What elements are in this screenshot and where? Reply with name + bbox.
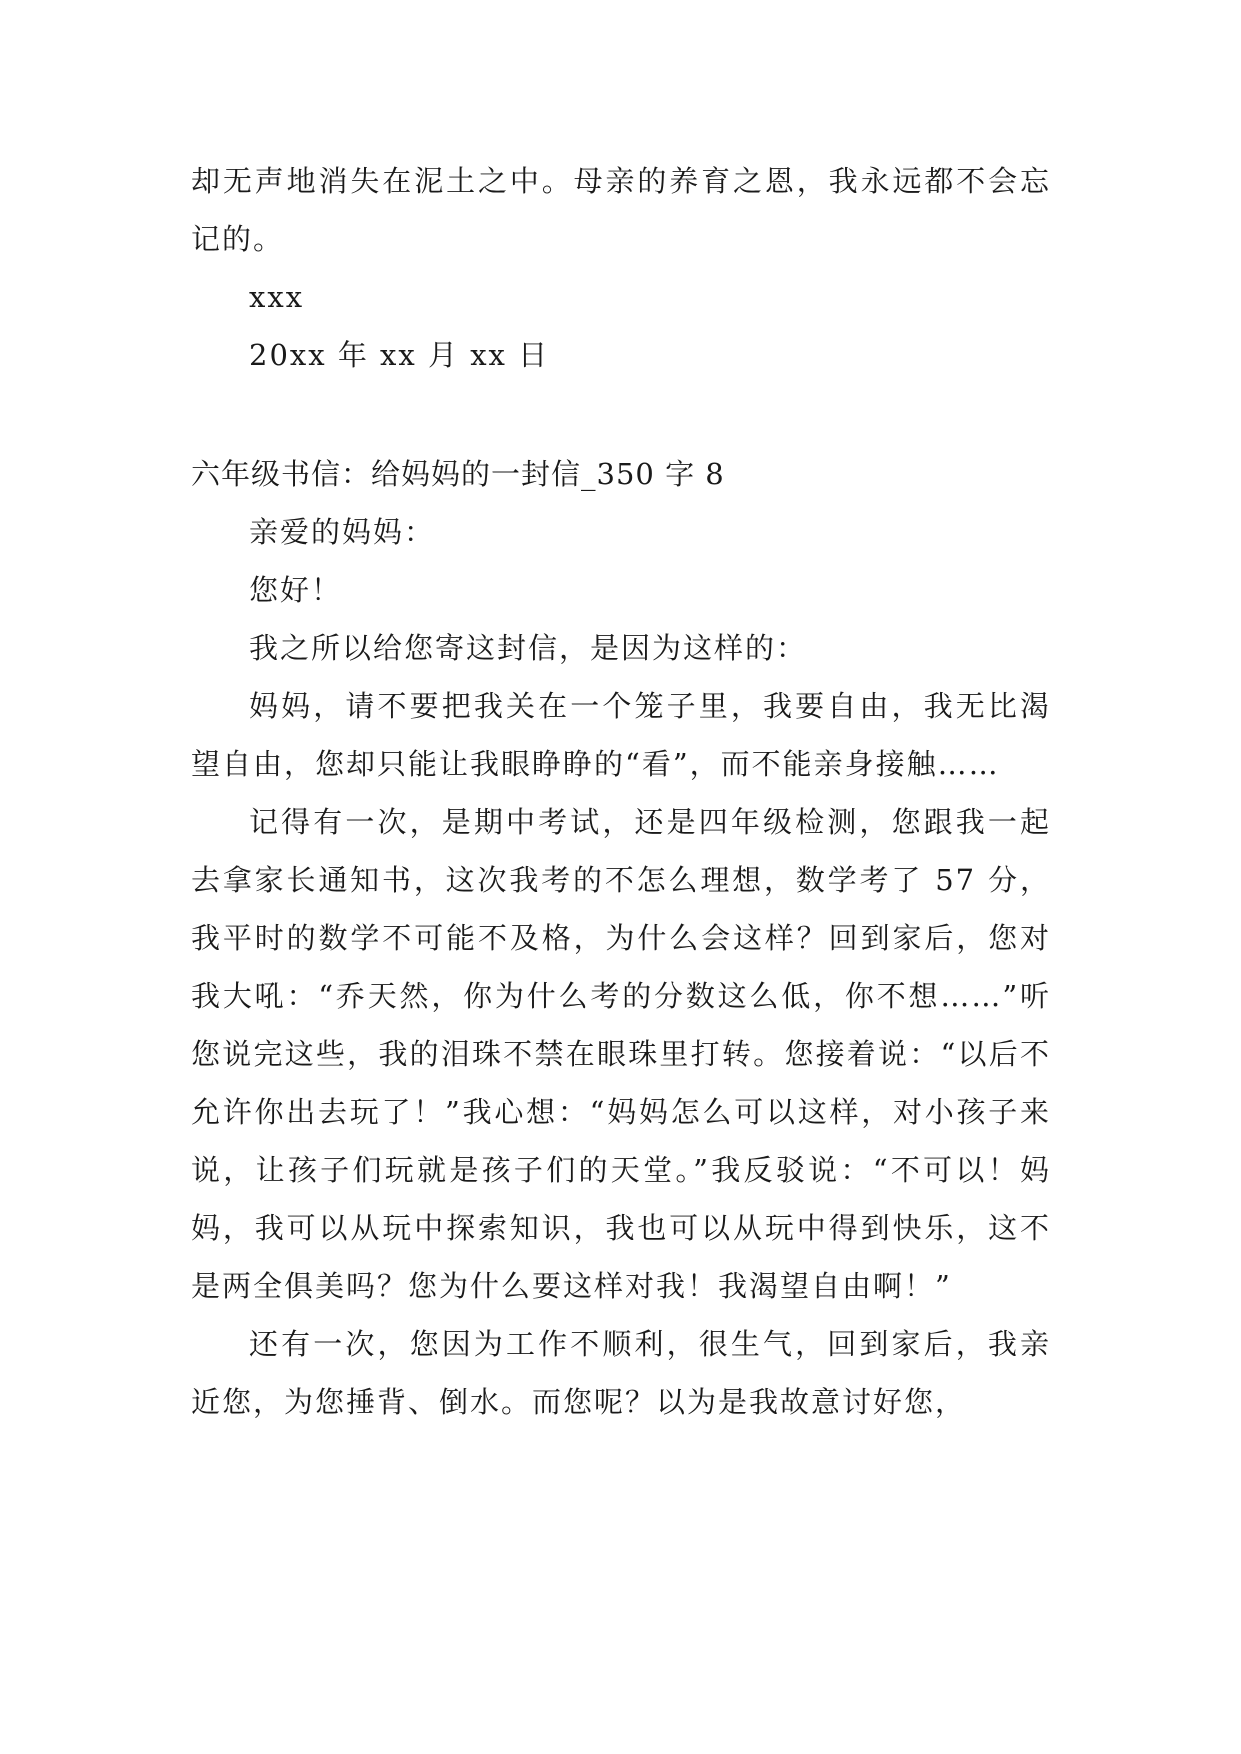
letter-paragraph: 我之所以给您寄这封信，是因为这样的：	[249, 631, 808, 665]
letter-paragraph: 记得有一次，是期中考试，还是四年级检测，您跟我一起去拿家长通知书，这次我考的不怎么理想，数学考了 57 分，我平时的数学不可能不及格，为什么会这样？回到家后，您对我大吼：“乔天然，你为什么考的分数这么低，你不想……”听您说完这些，我的泪珠不禁在眼珠里打转。您接着说：“以后不允许你出去玩了！”我心想：“妈妈怎么可以这样，对小孩子来说，让孩子们玩就是孩子们的天堂。”我反驳说：“不可以！妈妈，我可以从玩中探索知识，我也可以从玩中得到快乐，这不是两全俱美吗？您为什么要这样对我！我渴望自由啊！”	[191, 805, 1051, 1303]
letter-date: 20xx 年 xx 月 xx 日	[249, 338, 550, 372]
previous-letter-ending	[191, 152, 1051, 384]
letter-paragraph: 妈妈，请不要把我关在一个笼子里，我要自由，我无比渴望自由，您却只能让我眼睁睁的“看”，而不能亲身接触……	[191, 689, 1051, 781]
letter-salutation: 您好！	[249, 573, 343, 607]
letter-greeting: 亲爱的妈妈：	[249, 515, 436, 549]
signature: xxx	[249, 280, 305, 314]
letter-title: 六年级书信：给妈妈的一封信_350 字 8	[191, 457, 725, 491]
letter-body	[191, 503, 1051, 1431]
ending-paragraph: 却无声地消失在泥土之中。母亲的养育之恩，我永远都不会忘记的。	[191, 164, 1051, 256]
letter-paragraph: 还有一次，您因为工作不顺利，很生气，回到家后，我亲近您，为您捶背、倒水。而您呢？以为是我故意讨好您，	[191, 1327, 1051, 1419]
